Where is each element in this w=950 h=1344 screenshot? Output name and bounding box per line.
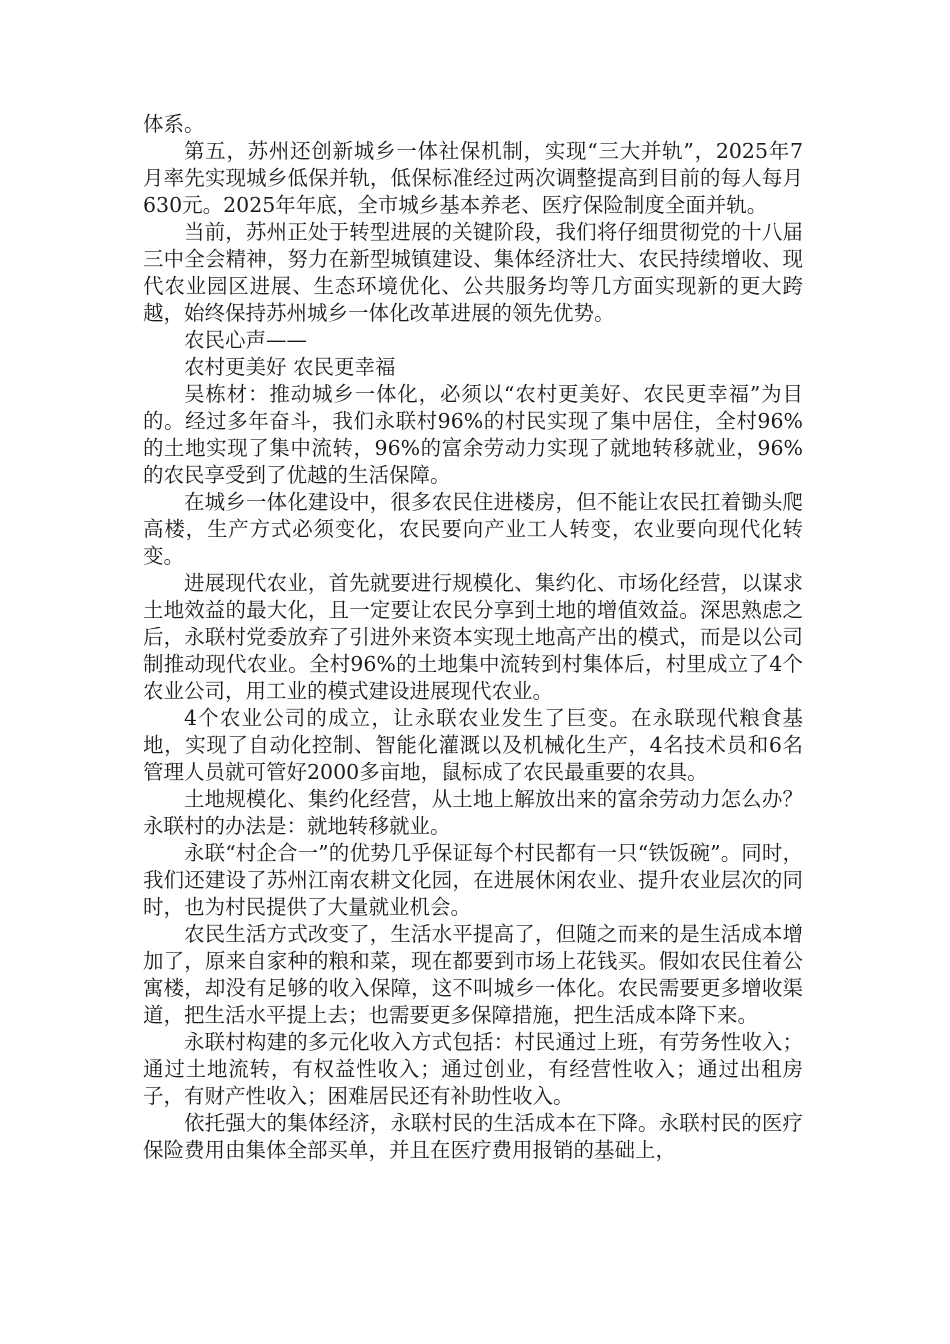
paragraph: 农民生活方式改变了，生活水平提高了，但随之而来的是生活成本增加了，原来自家种的粮和菜，现在都要到市场上花钱买。假如农民住着公寓楼，却没有足够的收入保障，这不叫城乡一体化。农民需要更多增收渠道，把生活水平提上去；也需要更多保障措施，把生活成本降下来。 [143, 922, 803, 1027]
paragraph: 土地规模化、集约化经营，从土地上解放出来的富余劳动力怎么办？永联村的办法是：就地转移就业。 [143, 787, 803, 838]
paragraph: 进展现代农业，首先就要进行规模化、集约化、市场化经营，以谋求土地效益的最大化，且一定要让农民分享到土地的增值效益。深思熟虑之后，永联村党委放弃了引进外来资本实现土地高产出的模式，而是以公司制推动现代农业。全村96%的土地集中流转到村集体后，村里成立了4个农业公司，用工业的模式建设进展现代农业。 [143, 571, 803, 703]
paragraph: 永联“村企合一”的优势几乎保证每个村民都有一只“铁饭碗”。同时，我们还建设了苏州江南农耕文化园，在进展休闲农业、提升农业层次的同时，也为村民提供了大量就业机会。 [143, 841, 803, 919]
section-subheading: 农村更美好 农民更幸福 [184, 355, 396, 379]
section-heading: 农民心声—— [184, 328, 307, 352]
paragraph: 吴栋材：推动城乡一体化，必须以“农村更美好、农民更幸福”为目的。经过多年奋斗，我们永联村96%的村民实现了集中居住，全村96%的土地实现了集中流转，96%的富余劳动力实现了就地转移就业，96%的农民享受到了优越的生活保障。 [143, 382, 803, 487]
paragraph: 体系。 [143, 112, 205, 136]
paragraph: 依托强大的集体经济，永联村民的生活成本在下降。永联村民的医疗保险费用由集体全部买单，并且在医疗费用报销的基础上， [143, 1111, 803, 1162]
paragraph: 第五，苏州还创新城乡一体社保机制，实现“三大并轨”，2025年7月率先实现城乡低保并轨，低保标准经过两次调整提高到目前的每人每月630元。2025年年底，全市城乡基本养老、医疗保险制度全面并轨。 [143, 139, 803, 217]
paragraph: 4个农业公司的成立，让永联农业发生了巨变。在永联现代粮食基地，实现了自动化控制、智能化灌溉以及机械化生产，4名技术员和6名管理人员就可管好2000多亩地，鼠标成了农民最重要的农具。 [143, 706, 803, 784]
paragraph: 在城乡一体化建设中，很多农民住进楼房，但不能让农民扛着锄头爬高楼，生产方式必须变化，农民要向产业工人转变，农业要向现代化转变。 [143, 490, 803, 568]
paragraph: 永联村构建的多元化收入方式包括：村民通过上班，有劳务性收入；通过土地流转，有权益性收入；通过创业，有经营性收入；通过出租房子，有财产性收入；困难居民还有补助性收入。 [143, 1030, 803, 1108]
paragraph: 当前，苏州正处于转型进展的关键阶段，我们将仔细贯彻党的十八届三中全会精神，努力在新型城镇建设、集体经济壮大、农民持续增收、现代农业园区进展、生态环境优化、公共服务均等几方面实现新的更大跨越，始终保持苏州城乡一体化改革进展的领先优势。 [143, 220, 803, 325]
document-body [143, 111, 803, 1164]
